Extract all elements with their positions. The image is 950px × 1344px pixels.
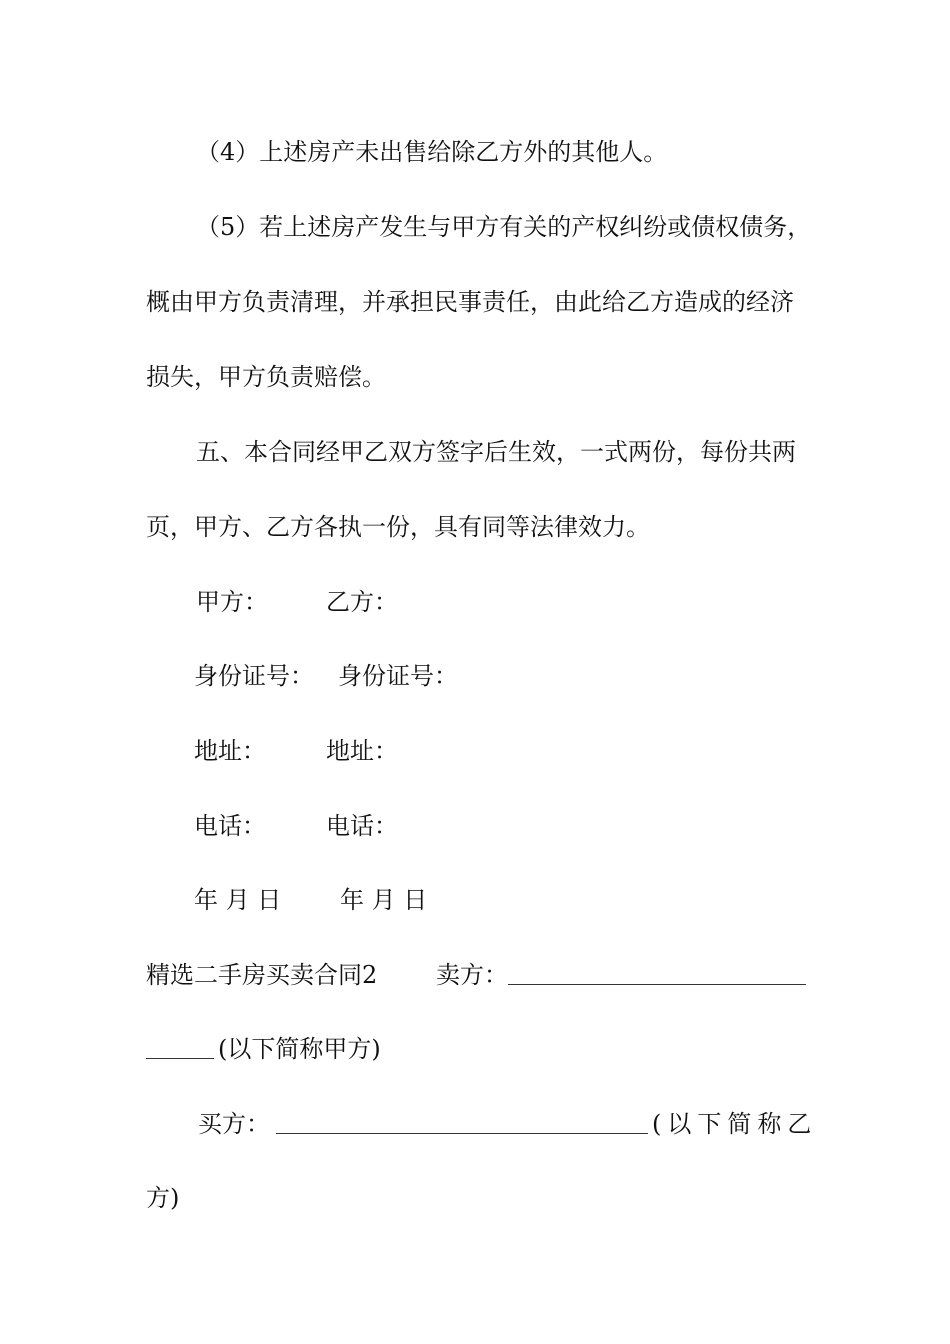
clause-item-4: （4）上述房产未出售给除乙方外的其他人。 <box>196 138 668 166</box>
clause-item-5-line-2: 概由甲方负责清理，并承担民事责任，由此给乙方造成的经济 <box>146 288 794 316</box>
article-5-line-2: 页，甲方、乙方各执一份，具有同等法律效力。 <box>146 513 650 541</box>
clause-item-5-line-3: 损失，甲方负责赔偿。 <box>146 363 386 391</box>
address-b-label: 地址： <box>326 737 398 765</box>
phone-a-label: 电话： <box>194 812 266 840</box>
buyer-label: 买方： <box>198 1110 270 1138</box>
seller-suffix: (以下简称甲方) <box>218 1035 381 1063</box>
party-a-label: 甲方： <box>196 588 268 616</box>
id-number-a-label: 身份证号： <box>194 662 314 690</box>
phone-b-label: 电话： <box>326 812 398 840</box>
address-a-label: 地址： <box>194 737 266 765</box>
date-b-label: 年 月 日 <box>340 886 428 914</box>
date-a-label: 年 月 日 <box>194 886 282 914</box>
article-5-line-1: 五、本合同经甲乙双方签字后生效，一式两份，每份共两 <box>196 438 796 466</box>
id-number-b-label: 身份证号： <box>338 662 458 690</box>
buyer-name-blank <box>276 1111 648 1134</box>
buyer-suffix: (以下简称乙 <box>652 1110 818 1138</box>
seller-name-blank-continued <box>146 1036 214 1059</box>
contract-2-title: 精选二手房买卖合同2 <box>146 961 378 989</box>
seller-name-blank <box>508 962 806 985</box>
buyer-suffix-end: 方) <box>146 1184 180 1212</box>
seller-label: 卖方： <box>436 961 508 989</box>
clause-item-5-line-1: （5）若上述房产发生与甲方有关的产权纠纷或债权债务， <box>196 213 812 241</box>
party-b-label: 乙方： <box>326 588 398 616</box>
